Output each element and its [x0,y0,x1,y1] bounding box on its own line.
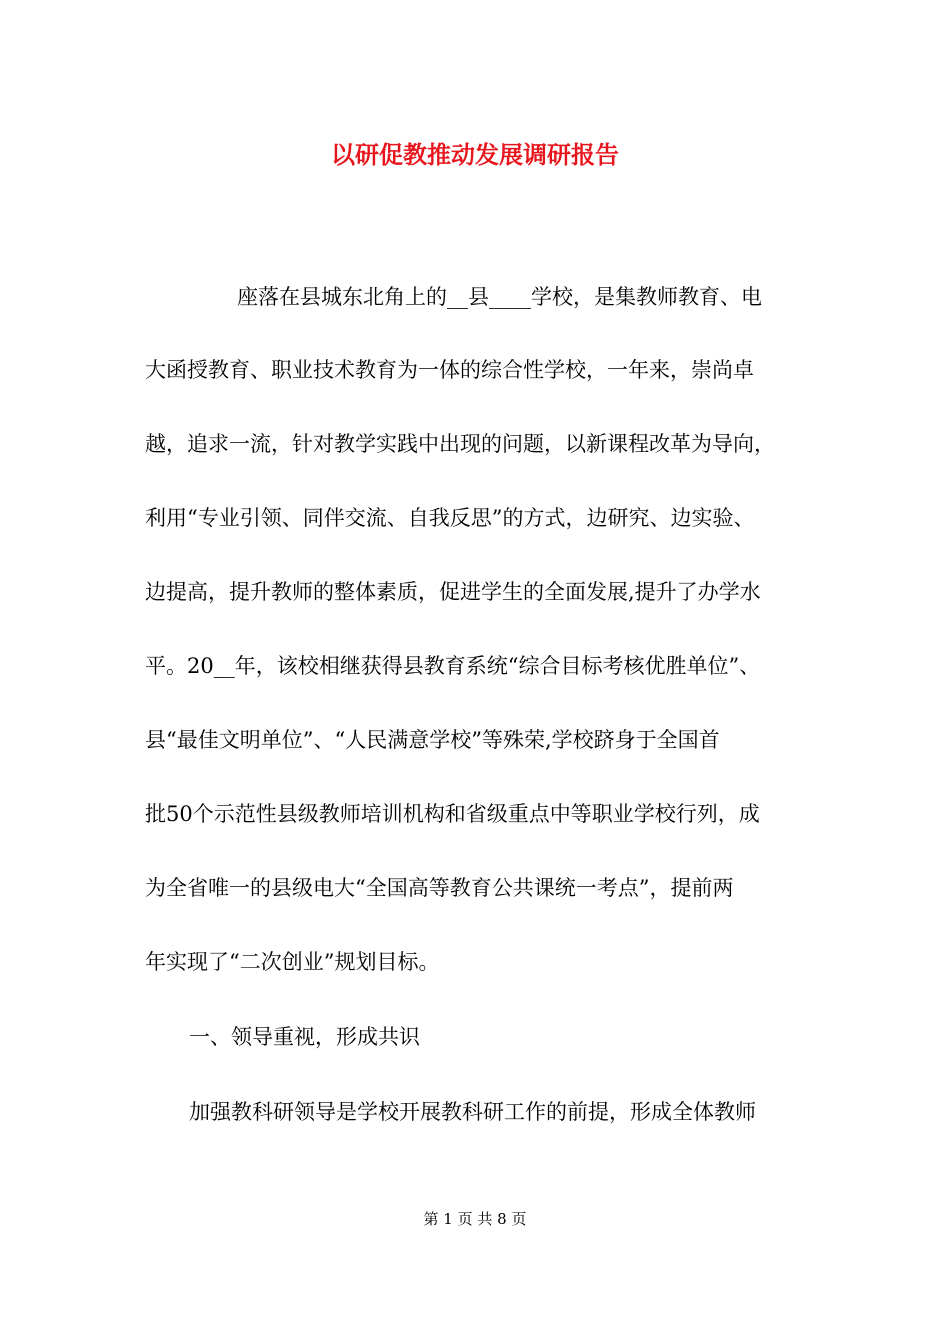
paragraph-1-line-6: 平。20__年，该校相继获得县教育系统“综合目标考核优胜单位”、 [145,654,761,678]
section-heading: 一、领导重视，形成共识 [189,1025,420,1049]
paragraph-1-line-9: 为全省唯一的县级电大“全国高等教育公共课统一考点”，提前两 [145,876,734,900]
page-footer: 第 1 页 共 8 页 [423,1210,527,1228]
paragraph-1-line-3: 越，追求一流，针对教学实践中出现的问题，以新课程改革为导向， [145,432,775,456]
document-title: 以研促教推动发展调研报告 [331,140,619,169]
paragraph-1-line-1: 座落在县城东北角上的__县____学校，是集教师教育、电 [237,285,762,309]
paragraph-1-line-8: 批50个示范性县级教师培训机构和省级重点中等职业学校行列，成 [145,802,760,826]
paragraph-1-line-10: 年实现了“二次创业”规划目标。 [145,950,440,974]
paragraph-1-line-4: 利用“专业引领、同伴交流、自我反思”的方式，边研究、边实验、 [145,506,755,530]
paragraph-1-line-2: 大函授教育、职业技术教育为一体的综合性学校，一年来，崇尚卓 [145,358,754,382]
paragraph-3-line-1: 加强教科研领导是学校开展教科研工作的前提，形成全体教师 [189,1100,756,1124]
paragraph-1-line-5: 边提高，提升教师的整体素质，促进学生的全面发展,提升了办学水 [145,580,761,604]
paragraph-1-line-7: 县“最佳文明单位”、“人民满意学校”等殊荣,学校跻身于全国首 [145,728,720,752]
